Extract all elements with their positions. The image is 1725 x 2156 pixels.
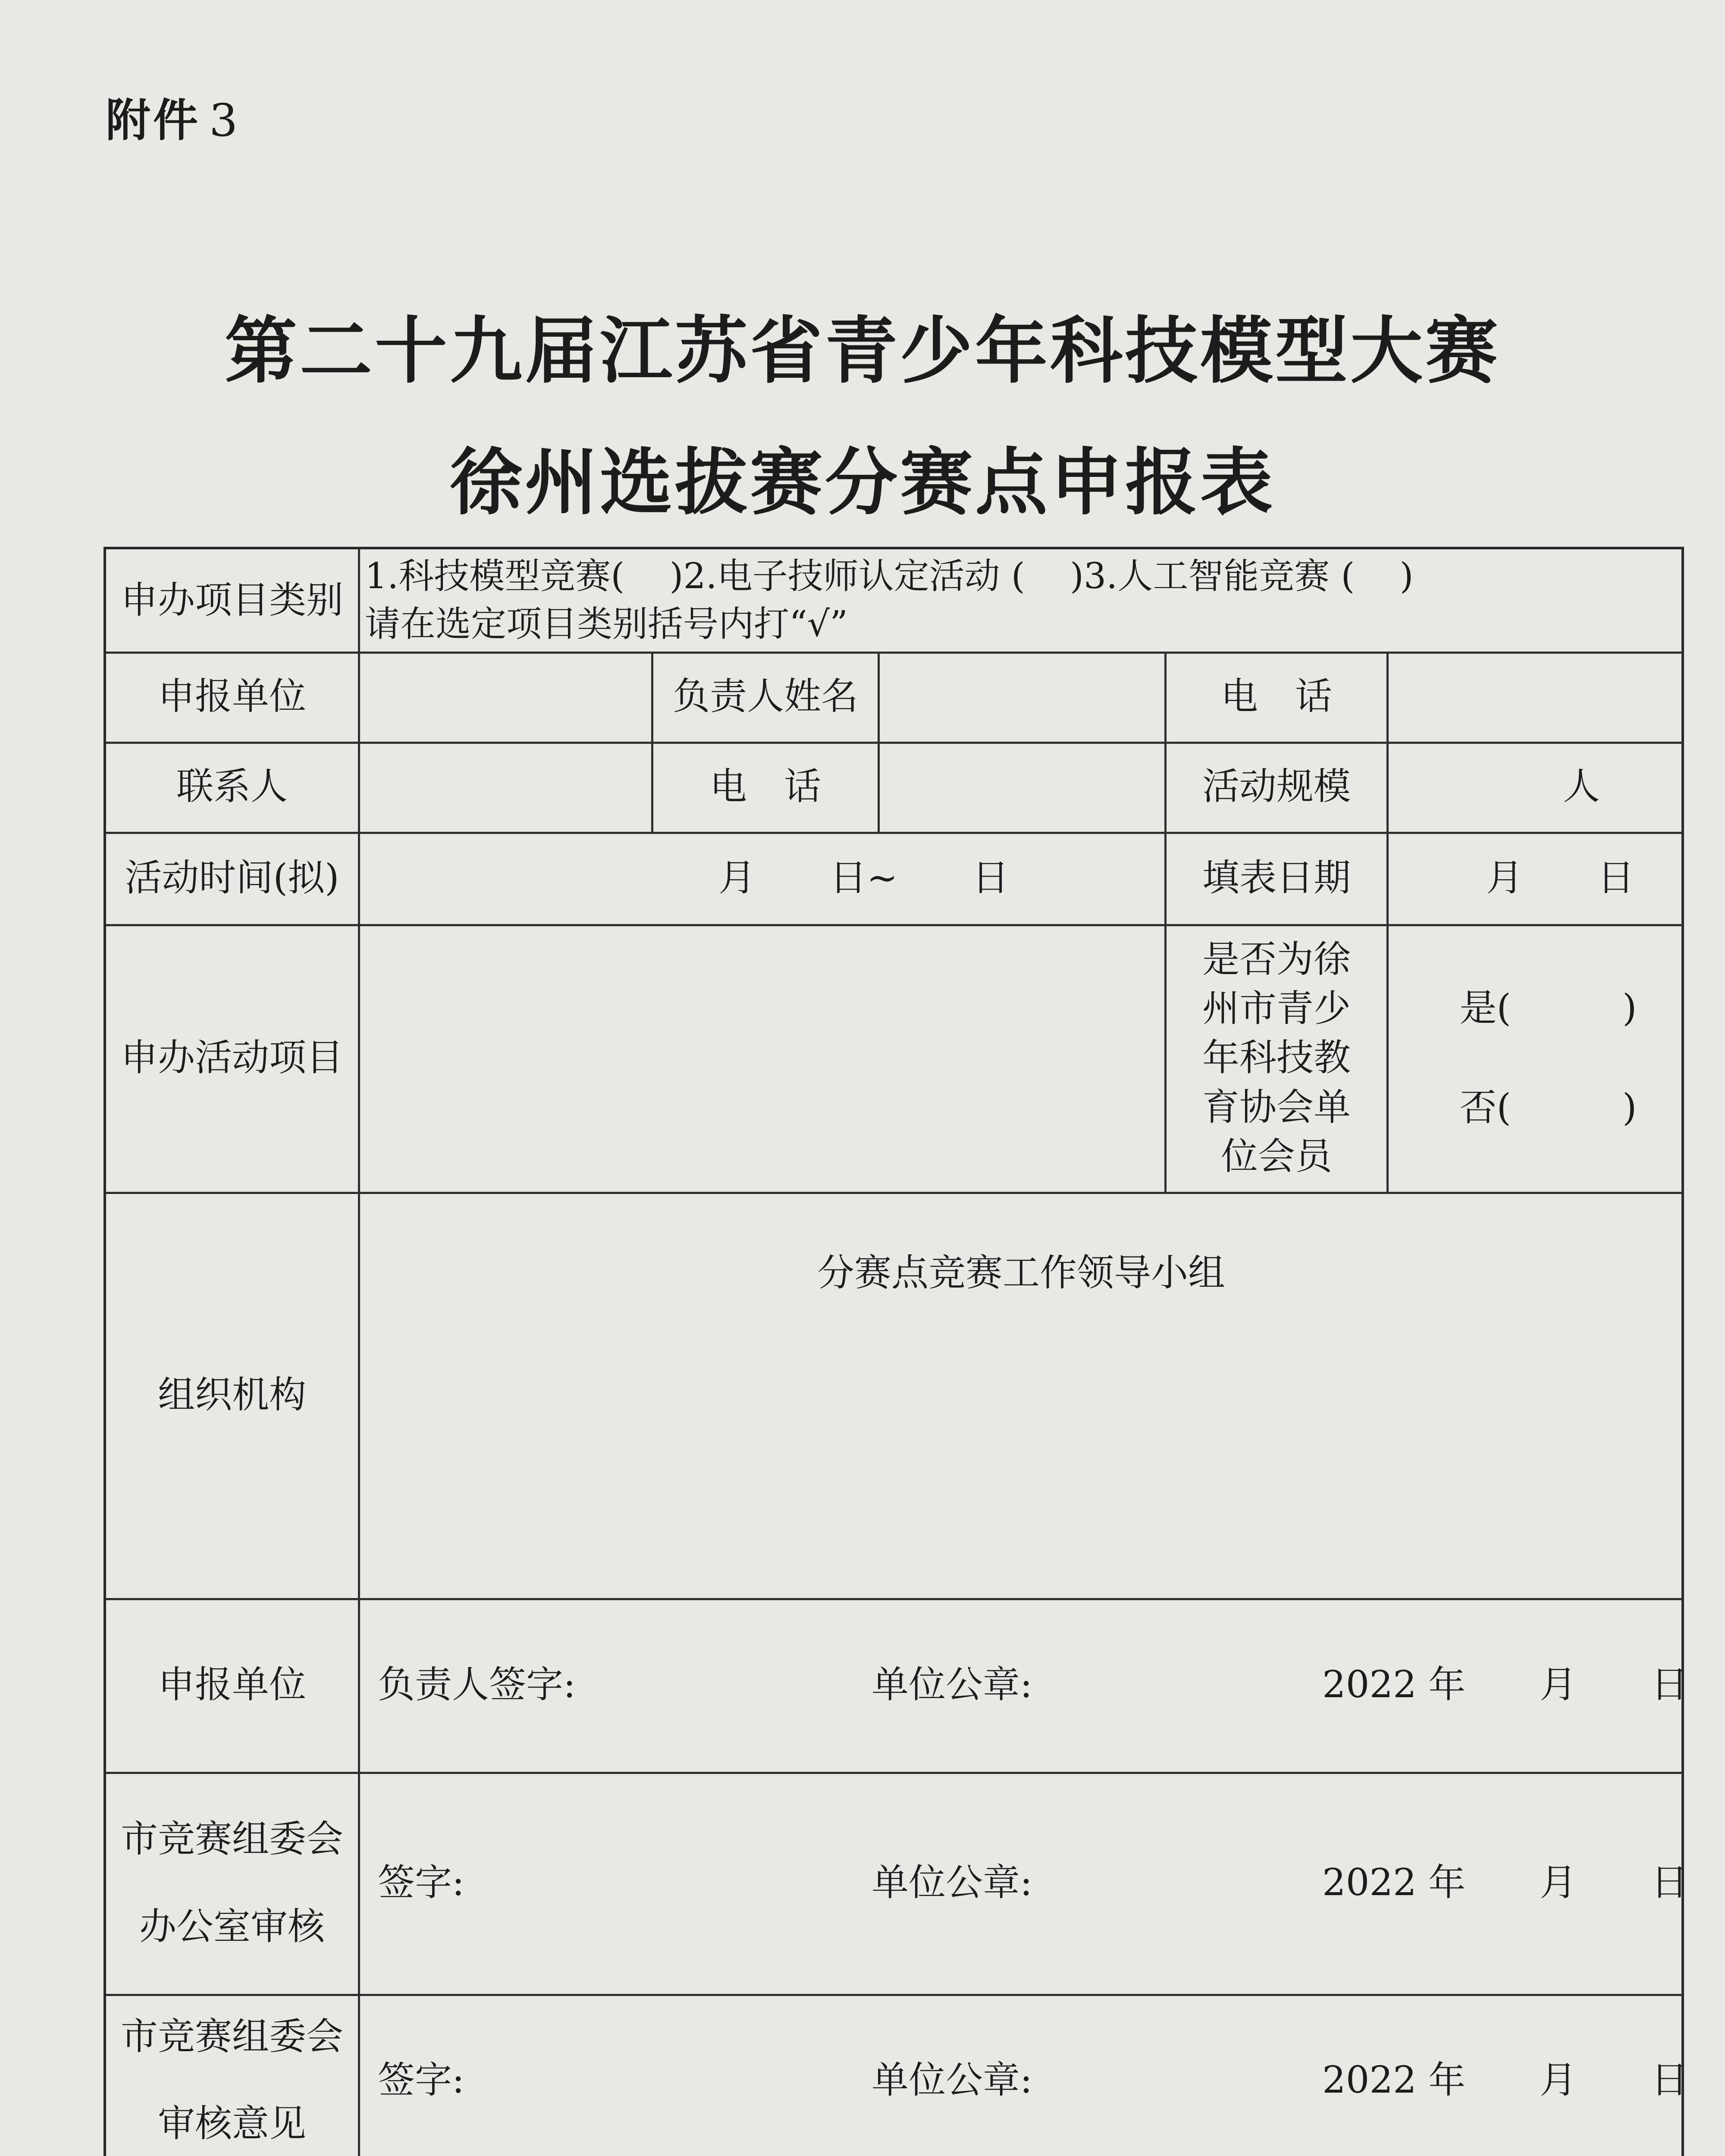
member-no-option[interactable]: 否( ) bbox=[1459, 1086, 1637, 1129]
applicant-leader-sign[interactable]: 负责人签字: bbox=[378, 1663, 576, 1707]
annex-label bbox=[106, 84, 240, 149]
activity-project-label: 申办活动项目 bbox=[121, 1036, 343, 1080]
committee-review-date: 2022 年 月 日 bbox=[1322, 2058, 1688, 2102]
annex-text: 附件 bbox=[106, 94, 201, 147]
project-category-cell[interactable] bbox=[365, 549, 1676, 652]
committee-review-seal[interactable]: 单位公章: bbox=[872, 2058, 1032, 2102]
leader-name-field[interactable] bbox=[880, 652, 1164, 742]
activity-time-label: 活动时间(拟) bbox=[125, 856, 339, 899]
fill-date-label: 填表日期 bbox=[1202, 856, 1351, 899]
fill-date-template: 月 日 bbox=[1486, 856, 1634, 899]
project-category-instruction: 请在选定项目类别括号内打“√” bbox=[365, 603, 848, 645]
member-question: 是否为徐州市青少年科技教育协会单位会员 bbox=[1202, 937, 1351, 1178]
fill-date-field[interactable] bbox=[1389, 832, 1682, 924]
project-category-label: 申办项目类别 bbox=[121, 579, 343, 622]
office-review-seal[interactable]: 单位公章: bbox=[872, 1861, 1032, 1905]
applicant-unit-label: 申报单位 bbox=[158, 675, 306, 718]
member-yes-option[interactable]: 是( ) bbox=[1459, 987, 1637, 1030]
contact-phone-field[interactable] bbox=[880, 742, 1164, 832]
activity-scale-label: 活动规模 bbox=[1202, 765, 1351, 808]
applicant-sign-date: 2022 年 月 日 bbox=[1322, 1663, 1688, 1707]
contact-phone-label: 电 话 bbox=[710, 765, 821, 808]
annex-number: 3 bbox=[209, 94, 241, 147]
committee-review-label: 市竞赛组委会审核意见 bbox=[121, 2015, 343, 2145]
applicant-seal[interactable]: 单位公章: bbox=[872, 1663, 1032, 1707]
form-title-line-2: 徐州选拔赛分赛点申报表 bbox=[450, 440, 1275, 525]
applicant-sign-label: 申报单位 bbox=[158, 1663, 306, 1707]
application-form-table bbox=[104, 547, 1688, 2156]
project-category-options: 1.科技模型竞赛( )2.电子技师认定活动 ( )3.人工智能竞赛 ( ) bbox=[365, 555, 1414, 597]
activity-time-template: 月 日~ 日 bbox=[718, 856, 1009, 899]
activity-time-field[interactable] bbox=[360, 832, 1164, 924]
office-review-date: 2022 年 月 日 bbox=[1322, 1861, 1688, 1905]
office-review-label: 市竞赛组委会办公室审核 bbox=[121, 1818, 343, 1948]
activity-project-field[interactable] bbox=[360, 924, 1164, 1192]
organization-content: 分赛点竞赛工作领导小组 bbox=[817, 1251, 1225, 1294]
committee-review-sign[interactable]: 签字: bbox=[378, 2058, 464, 2102]
activity-scale-unit: 人 bbox=[1563, 765, 1600, 808]
form-title-line-1: 第二十九届江苏省青少年科技模型大赛 bbox=[225, 309, 1500, 393]
leader-name-label: 负责人姓名 bbox=[673, 675, 858, 718]
contact-person-field[interactable] bbox=[360, 742, 651, 832]
member-answer-cell bbox=[1389, 924, 1682, 1192]
contact-person-label: 联系人 bbox=[176, 765, 288, 808]
organization-label: 组织机构 bbox=[158, 1373, 306, 1416]
unit-phone-label: 电 话 bbox=[1221, 675, 1332, 718]
office-review-sign[interactable]: 签字: bbox=[378, 1861, 464, 1905]
applicant-unit-field[interactable] bbox=[360, 652, 651, 742]
organization-field[interactable] bbox=[360, 1192, 1682, 1598]
unit-phone-field[interactable] bbox=[1389, 652, 1682, 742]
activity-scale-field[interactable] bbox=[1389, 742, 1682, 832]
